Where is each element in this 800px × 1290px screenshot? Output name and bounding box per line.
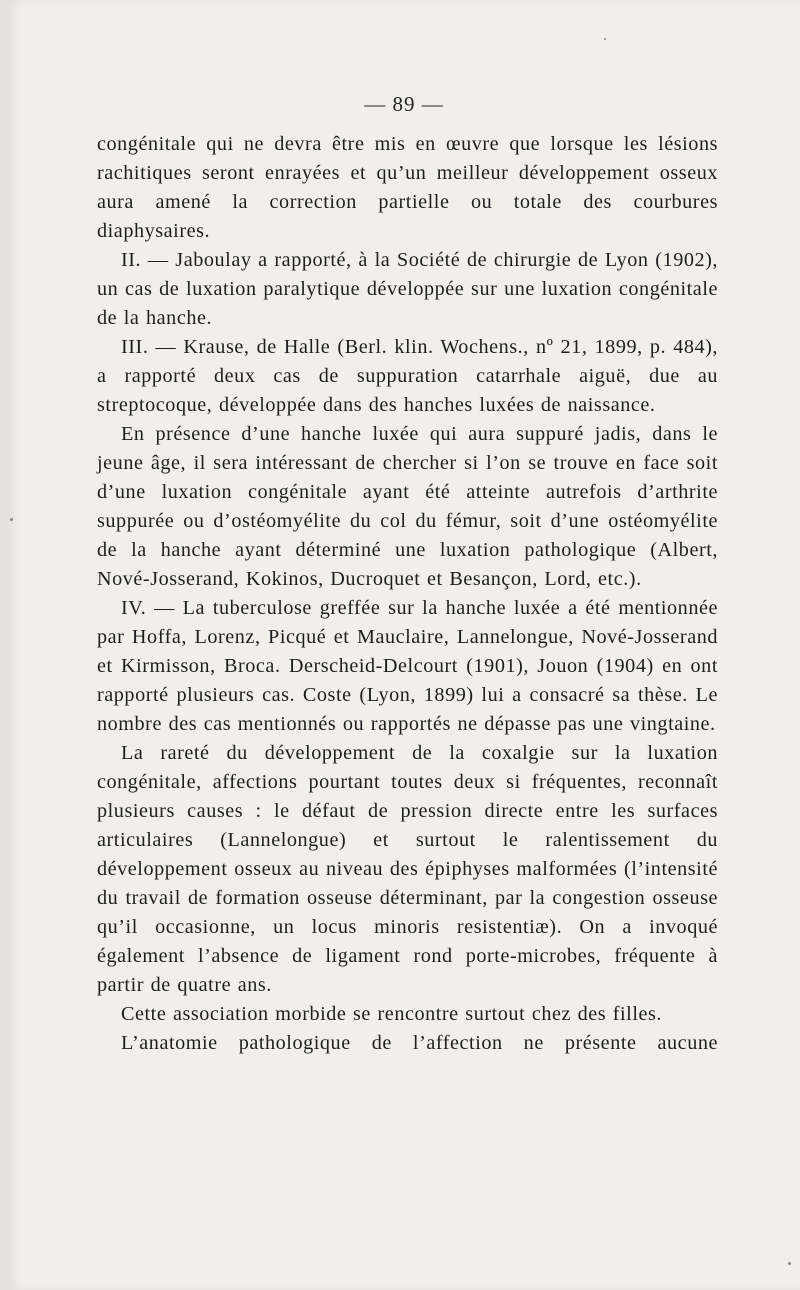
print-speck [604,38,606,40]
paragraph: La rareté du développement de la coxalgie sur la luxation congénitale, affections pourtant toutes deux si fréquentes, reconnaît plusieurs causes : le défaut de pression directe entre les surfaces articulaires (Lannelongue) et surtout le ralentissement du développement osseux au niveau des épiphyses malformées (l’intensité du travail de formation osseuse déterminant, par la congestion osseuse qu’il occasionne, un locus minoris resistentiæ). On a invoqué également l’absence de ligament rond porte-microbes, fréquente à partir de quatre ans. [97,742,718,996]
paragraph: III. — Krause, de Halle (Berl. klin. Wochens., nº 21, 1899, p. 484), a rapporté deux cas de suppuration catarrhale aiguë, due au streptocoque, développée dans des hanches luxées de naissance. [97,336,718,416]
paragraph: Cette association morbide se rencontre surtout chez des filles. [121,1003,663,1025]
print-speck [10,518,13,521]
paragraph: IV. — La tuberculose greffée sur la hanche luxée a été mentionnée par Hoffa, Lorenz, Picqué et Mauclaire, Lannelongue, Nové-Josserand et Kirmisson, Broca. Derscheid-Delcourt (1901), Jouon (1904) en ont rapporté plusieurs cas. Coste (Lyon, 1899) lui a consacré sa thèse. Le nombre des cas mentionnés ou rapportés ne dépasse pas une vingtaine. [97,597,718,735]
paragraph: II. — Jaboulay a rapporté, à la Société de chirurgie de Lyon (1902), un cas de luxation paralytique développée sur une luxation congénitale de la hanche. [97,249,718,329]
book-page [8,0,800,1290]
paragraph: congénitale qui ne devra être mis en œuvre que lorsque les lésions rachitiques seront enrayées et qu’un meilleur développement osseux aura amené la correction partielle ou totale des courbures diaphysaires. [97,133,718,242]
body-text [97,130,718,1058]
print-speck [788,1262,791,1265]
paragraph: L’anatomie pathologique de l’affection ne présente aucune [121,1032,718,1054]
page-number: — 89 — [364,92,444,116]
paragraph: En présence d’une hanche luxée qui aura suppuré jadis, dans le jeune âge, il sera intéressant de chercher si l’on se trouve en face soit d’une luxation congénitale ayant été atteinte autrefois d’arthrite suppurée ou d’ostéomyélite du col du fémur, soit d’une ostéomyélite de la hanche ayant déterminé une luxation pathologique (Albert, Nové-Josserand, Kokinos, Ducroquet et Besançon, Lord, etc.). [97,423,718,590]
